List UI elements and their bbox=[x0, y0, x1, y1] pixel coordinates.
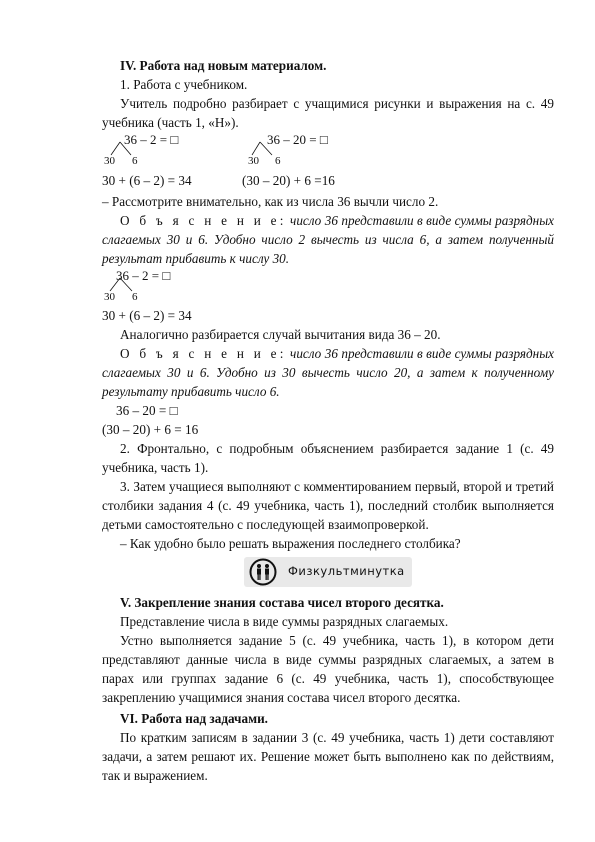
result-row bbox=[102, 170, 554, 192]
part-tens: 30 bbox=[104, 291, 115, 303]
explanation-text: число 36 представили в виде суммы разрядных слагаемых 30 и 6. Удобно из 30 вычесть число 20, а затем к полученному результату прибавить число 6. bbox=[102, 346, 554, 399]
section-4-title: IV. Работа над новым материалом. bbox=[120, 58, 327, 73]
result-formula-b: (30 – 20) + 6 =16 bbox=[242, 173, 335, 188]
explanation-label: О б ъ я с н е н и е: bbox=[120, 346, 287, 361]
part-units: 6 bbox=[132, 291, 138, 303]
explanation-text: число 36 представили в виде суммы разрядных слагаемых 30 и 6. Удобно число 2 вычесть из числа 6, а затем полученный результат прибавить к числу 30. bbox=[102, 213, 554, 266]
decomposition-figures bbox=[102, 132, 554, 170]
expression-36-minus-2: 36 – 2 = □ bbox=[116, 268, 171, 283]
part-tens: 30 bbox=[248, 155, 259, 167]
step-2-paragraph: 2. Фронтально, с подробным объяснением разбирается задание 1 (с. 49 учебника, часть 1). bbox=[102, 441, 554, 475]
step-1-heading: 1. Работа с учебником. bbox=[120, 77, 248, 92]
document-page bbox=[102, 56, 554, 785]
intro-paragraph: Учитель подробно разбирает с учащимися рисунки и выражения на с. 49 учебника (часть 1, «Н»). bbox=[102, 96, 554, 130]
result-formula-a: 30 + (6 – 2) = 34 bbox=[102, 173, 192, 188]
section-6-paragraph: По кратким записям в задании 3 (с. 49 учебника, часть 1) дети составляют задачи, а затем решают их. Решение может быть выполнено как по действиям, так и выражением. bbox=[102, 730, 554, 783]
expression-36-minus-20: 36 – 20 = □ bbox=[267, 132, 328, 147]
step-3-paragraph: 3. Затем учащиеся выполняют с комментированием первый, второй и третий столбики задания 4 (с. 49 учебника, часть 1), последний столбик выполняется детьми самостоятельно с последующей взаимопроверкой. bbox=[102, 479, 554, 532]
expression-36-minus-20: 36 – 20 = □ bbox=[116, 403, 178, 418]
question-line: – Как удобно было решать выражения последнего столбика? bbox=[120, 536, 461, 551]
analog-line: Аналогично разбирается случай вычитания вида 36 – 20. bbox=[120, 327, 441, 342]
explanation-2 bbox=[102, 344, 554, 401]
part-units: 6 bbox=[132, 155, 138, 167]
explanation-label: О б ъ я с н е н и е: bbox=[120, 213, 287, 228]
part-units: 6 bbox=[275, 155, 281, 167]
physical-break-banner bbox=[244, 557, 412, 587]
section-5-title: V. Закрепление знания состава чисел второго десятка. bbox=[120, 595, 444, 610]
section-5-paragraph: Устно выполняется задание 5 (с. 49 учебника, часть 1), в котором дети представляют данные числа в виде суммы разрядных слагаемых, а затем в парах или группах задание 6 (с. 49 учебника, часть 1), способствующее закреплению учащимися знания состава чисел второго десятка. bbox=[102, 633, 554, 705]
section-6-title: VI. Работа над задачами. bbox=[120, 711, 268, 726]
two-people-icon bbox=[248, 558, 278, 586]
prompt-line: – Рассмотрите внимательно, как из числа 36 вычли число 2. bbox=[102, 194, 439, 209]
explanation-1 bbox=[102, 211, 554, 268]
result-formula-c: 30 + (6 – 2) = 34 bbox=[102, 308, 192, 323]
part-tens: 30 bbox=[104, 155, 115, 167]
banner-title: Физкультминутка bbox=[288, 564, 405, 578]
result-formula-d: (30 – 20) + 6 = 16 bbox=[102, 422, 199, 437]
expression-36-minus-2: 36 – 2 = □ bbox=[124, 132, 179, 147]
decomposition-figure-single bbox=[102, 268, 554, 306]
section-5-subtitle: Представление числа в виде суммы разрядных слагаемых. bbox=[120, 614, 449, 629]
